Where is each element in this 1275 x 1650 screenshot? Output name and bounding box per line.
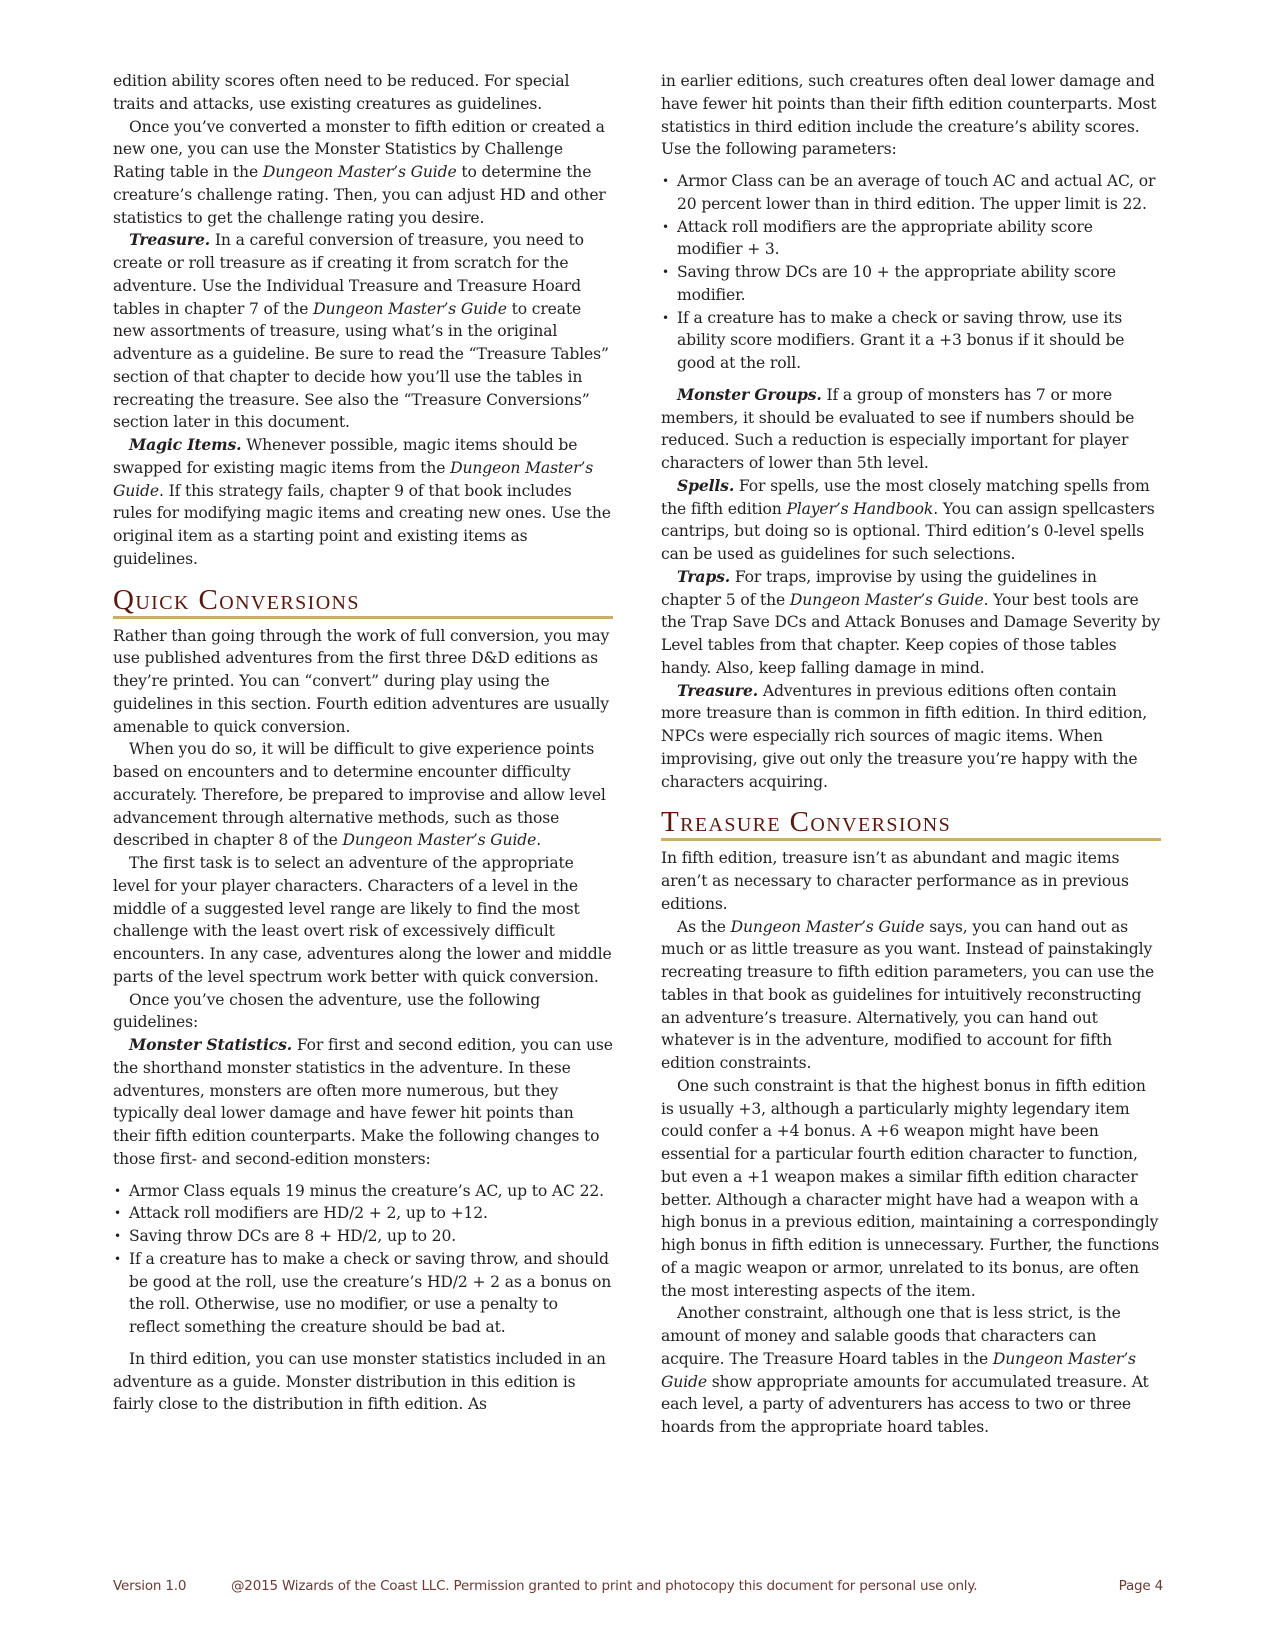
run-in-heading: Treasure. bbox=[677, 680, 759, 700]
paragraph-monster-groups bbox=[661, 384, 1161, 475]
bullet-list bbox=[113, 1180, 613, 1339]
paragraph-monster-statistics bbox=[113, 1034, 613, 1171]
paragraph: One such constraint is that the highest bonus in fifth edition is usually +3, although a particularly mighty legendary item could confer a +4 bonus. A +6 weapon might have been essential for a particular fourth edition character to function, but even a +1 weapon makes a similar fifth edition character better. Although a character might have had a weapon with a high bonus in a previous edition, maintaining a correspondingly high bonus in fifth edition is unnecessary. Further, the functions of a magic weapon or armor, unrelated to its bonus, are often the most interesting aspects of the item. bbox=[661, 1076, 1160, 1300]
run-in-heading: Monster Groups. bbox=[677, 384, 822, 404]
section-heading-treasure-conversions: Treasure Conversions bbox=[661, 807, 1161, 841]
text: Another constraint, although one that is less strict, is the amount of money and salable goods that characters can acquire. The Treasure Hoard tables in the bbox=[661, 1304, 1121, 1368]
text: . If this strategy fails, chapter 9 of that book includes rules for modifying magic items and creating new ones. Use the original item as a starting point and existing items as guidelines. bbox=[113, 481, 611, 568]
paragraph: Rather than going through the work of full conversion, you may use published adventures from the first three D&D editions as they’re printed. You can “convert” during play using the guidelines in this section. Fourth edition adventures are usually amenable to quick conversion. bbox=[113, 626, 610, 736]
text: to determine the creature’s challenge rating. Then, you can adjust HD and other statistics to get the challenge rating you desire. bbox=[113, 163, 606, 227]
list-item: • Saving throw DCs are 10 + the appropriate ability score modifier. bbox=[661, 261, 1161, 307]
text: Whenever possible, magic items should be swapped for existing magic items from the bbox=[113, 436, 578, 477]
text: If a group of monsters has 7 or more members, it should be evaluated to see if numbers should be reduced. Such a reduction is especially important for player characters of lower than 5th level. bbox=[661, 385, 1135, 472]
list-item: • If a creature has to make a check or saving throw, use its ability score modifiers. Grant it a +3 bonus if it should be good at the roll. bbox=[661, 307, 1161, 375]
text: For first and second edition, you can use the shorthand monster statistics in the adventure. In these adventures, monsters are often more numerous, but they typically deal lower damage and have fewer hit points than their fifth edition counterparts. Make the following changes to those first- and second-edition monsters: bbox=[113, 1036, 613, 1168]
copyright-notice: @2015 Wizards of the Coast LLC. Permission granted to print and photocopy this document for personal use only. bbox=[231, 1578, 978, 1594]
list-item: • Attack roll modifiers are HD/2 + 2, up to +12. bbox=[113, 1202, 613, 1225]
run-in-heading: Traps. bbox=[677, 566, 731, 586]
section-heading-quick-conversions: Quick Conversions bbox=[113, 585, 613, 619]
run-in-heading: Treasure. bbox=[129, 230, 211, 250]
text: . You can assign spellcasters cantrips, but doing so is optional. Third edition’s 0-level spells can be used as guidelines for such selections. bbox=[661, 499, 1155, 563]
book-title: Dungeon Master’s Guide bbox=[113, 458, 594, 500]
page-number: Page 4 bbox=[1118, 1578, 1163, 1594]
paragraph: Once you’ve chosen the adventure, use the following guidelines: bbox=[113, 990, 541, 1032]
paragraph bbox=[113, 116, 613, 230]
book-title: Dungeon Master’s Guide bbox=[730, 917, 925, 936]
text: Once you’ve converted a monster to fifth edition or created a new one, you can use the Monster Statistics by Challenge Rating table in the bbox=[113, 117, 605, 181]
paragraph bbox=[661, 1302, 1161, 1439]
paragraph: In fifth edition, treasure isn’t as abundant and magic items aren’t as necessary to character performance as in previous editions. bbox=[661, 849, 1129, 913]
text: . Your best tools are the Trap Save DCs and Attack Bonuses and Damage Severity by Level tables from that chapter. Keep copies of those tables handy. Also, keep falling damage in mind. bbox=[661, 590, 1161, 677]
list-item: • If a creature has to make a check or saving throw, and should be good at the roll, use the creature’s HD/2 + 2 as a bonus on the roll. Otherwise, use no modifier, or use a penalty to reflect something the creature should be bad at. bbox=[113, 1248, 613, 1339]
list-item: • Armor Class can be an average of touch AC and actual AC, or 20 percent lower than in third edition. The upper limit is 22. bbox=[661, 170, 1161, 216]
paragraph: The first task is to select an adventure of the appropriate level for your player characters. Characters of a level in the middle of a suggested level range are likely to find the most challenge with the least overt risk of excessively difficult encounters. In any case, adventures along the lower and middle parts of the level spectrum work better with quick conversion. bbox=[113, 854, 612, 986]
text: to create new assortments of treasure, using what’s in the original adventure as a guideline. Be sure to read the “Treasure Tables” section of that chapter to decide how you’ll use the tables in recreating the treasure. See also the “Treasure Conversions” section later in this document. bbox=[113, 299, 609, 432]
text: . bbox=[536, 831, 542, 850]
right-column bbox=[661, 70, 1161, 1439]
text: For traps, improvise by using the guidelines in chapter 5 of the bbox=[661, 567, 1097, 609]
book-title: Dungeon Master’s Guide bbox=[661, 1349, 1136, 1391]
text: When you do so, it will be difficult to give experience points based on encounters and to determine encounter difficulty accurately. Therefore, be prepared to improvise and allow level advancement through alternative methods, such as those described in chapter 8 of the bbox=[113, 740, 606, 850]
list-item: • Saving throw DCs are 8 + HD/2, up to 20. bbox=[113, 1225, 613, 1248]
paragraph bbox=[661, 916, 1161, 1075]
list-item: • Armor Class equals 19 minus the creature’s AC, up to AC 22. bbox=[113, 1180, 613, 1203]
text: says, you can hand out as much or as little treasure as you want. Instead of painstakingly recreating treasure to fifth edition parameters, you can use the tables in that book as guidelines for intuitively reconstructing an adventure’s treasure. Alternatively, you can hand out whatever is in the adventure, modified to account for fifth edition constraints. bbox=[661, 917, 1155, 1072]
paragraph-magic-items bbox=[113, 434, 613, 571]
book-title: Dungeon Master’s Guide bbox=[262, 163, 457, 181]
paragraph-traps bbox=[661, 566, 1161, 680]
version-label: Version 1.0 bbox=[113, 1578, 187, 1594]
run-in-heading: Spells. bbox=[677, 475, 735, 495]
text: In a careful conversion of treasure, you need to create or roll treasure as if creating it from scratch for the adventure. Use the Individual Treasure and Treasure Hoard tables in chapter 7 of the bbox=[113, 231, 584, 318]
list-item: • Attack roll modifiers are the appropriate ability score modifier + 3. bbox=[661, 216, 1161, 262]
bullet-list bbox=[661, 170, 1161, 375]
book-title: Dungeon Master’s Guide bbox=[313, 299, 507, 318]
run-in-heading: Monster Statistics. bbox=[129, 1035, 293, 1054]
paragraph: edition ability scores often need to be reduced. For special traits and attacks, use existing creatures as guidelines. bbox=[113, 72, 570, 113]
book-title: Dungeon Master’s Guide bbox=[342, 831, 537, 850]
text: For spells, use the most closely matching spells from the fifth edition bbox=[661, 476, 1150, 518]
text: Adventures in previous editions often contain more treasure than is common in fifth edition. In third edition, NPCs were especially rich sources of magic items. When improvising, give out only the treasure you’re happy with the characters acquiring. bbox=[661, 681, 1148, 791]
paragraph: in earlier editions, such creatures often deal lower damage and have fewer hit points than their fifth edition counterparts. Most statistics in third edition include the creature’s ability scores. Use the following parameters: bbox=[661, 72, 1157, 159]
paragraph-treasure bbox=[113, 229, 613, 434]
run-in-heading: Magic Items. bbox=[129, 435, 242, 454]
left-column bbox=[113, 70, 613, 1416]
paragraph-spells bbox=[661, 475, 1161, 566]
text: As the bbox=[677, 917, 731, 936]
book-title: Player’s Handbook bbox=[786, 499, 934, 518]
page-footer bbox=[113, 1578, 1163, 1598]
book-title: Dungeon Master’s Guide bbox=[789, 590, 984, 609]
paragraph-treasure bbox=[661, 680, 1161, 794]
paragraph: In third edition, you can use monster statistics included in an adventure as a guide. Monster distribution in this edition is fairly close to the distribution in fifth edition. As bbox=[113, 1349, 606, 1414]
paragraph bbox=[113, 738, 613, 852]
text: show appropriate amounts for accumulated treasure. At each level, a party of adventurers has access to two or three hoards from the appropriate hoard tables. bbox=[661, 1372, 1149, 1436]
